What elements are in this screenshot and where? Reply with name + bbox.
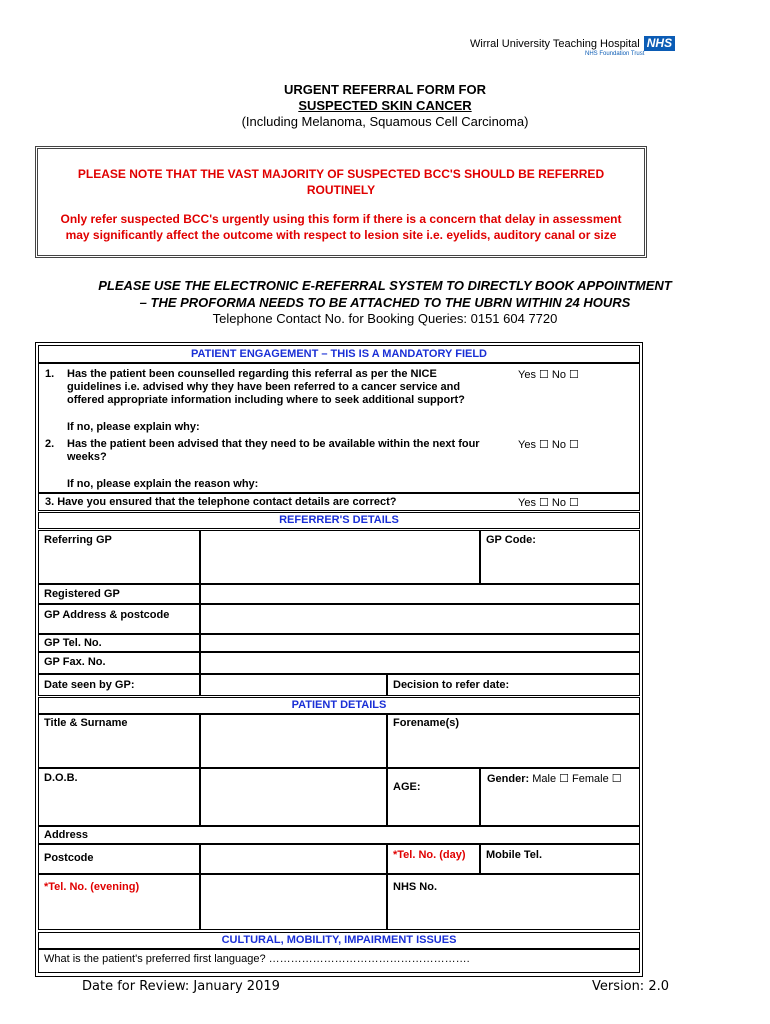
- q1-explain: If no, please explain why:: [67, 421, 200, 433]
- form-scope: (Including Melanoma, Squamous Cell Carcinoma): [241, 114, 529, 129]
- q2-number: 2.: [45, 438, 55, 450]
- address-label: Address: [44, 829, 89, 841]
- gender-field[interactable]: [487, 772, 622, 785]
- gp-fax-label: GP Fax. No.: [44, 656, 106, 668]
- note-line-1: PLEASE NOTE THAT THE VAST MAJORITY OF SUSPECTED BCC'S SHOULD BE REFERRED: [77, 167, 605, 181]
- decision-date-label: Decision to refer date:: [393, 679, 510, 691]
- note-line-2: ROUTINELY: [306, 183, 376, 197]
- postcode-label: Postcode: [44, 852, 94, 864]
- booking-phone: Telephone Contact No. for Booking Queries: 0151 604 7720: [212, 311, 558, 326]
- note-line-3: Only refer suspected BCC's urgently using this form if there is a concern that delay in assessment: [60, 212, 622, 226]
- review-date: Date for Review: January 2019: [82, 979, 280, 994]
- form-title: URGENT REFERRAL FORM FOR: [284, 82, 486, 97]
- dob-label: D.O.B.: [44, 772, 78, 784]
- tel-evening-label: *Tel. No. (evening): [44, 881, 140, 893]
- q3-text: 3. Have you ensured that the telephone contact details are correct?: [45, 496, 397, 508]
- q2-yes-no[interactable]: Yes ☐ No ☐: [518, 439, 579, 451]
- bcc-note-box: [35, 146, 647, 258]
- date-seen-label: Date seen by GP:: [44, 679, 135, 691]
- engagement-heading: PATIENT ENGAGEMENT – THIS IS A MANDATORY FIELD: [191, 348, 487, 360]
- title-surname-field[interactable]: [200, 714, 387, 768]
- gp-fax-field[interactable]: [200, 652, 640, 674]
- postcode-field[interactable]: [200, 844, 387, 874]
- ereferral-line-2: – THE PROFORMA NEEDS TO BE ATTACHED TO THE UBRN WITHIN 24 HOURS: [139, 295, 631, 310]
- dob-field[interactable]: [200, 768, 387, 826]
- gender-label: Gender:: [487, 773, 530, 785]
- referrer-heading: REFERRER'S DETAILS: [279, 514, 399, 526]
- gp-code-label: GP Code:: [486, 534, 536, 546]
- q3-yes-no[interactable]: Yes ☐ No ☐: [518, 497, 579, 509]
- gp-address-label: GP Address & postcode: [44, 609, 170, 621]
- mobile-label: Mobile Tel.: [486, 849, 543, 861]
- gp-tel-field[interactable]: [200, 634, 640, 652]
- q1-line-2: guidelines i.e. advised why they have been referred to a cancer service and: [67, 381, 461, 393]
- language-question: What is the patient's preferred first language? ……………………………………………….: [44, 953, 470, 965]
- note-line-4: may significantly affect the outcome with respect to lesion site i.e. eyelids, auditory canal or size: [65, 228, 617, 242]
- patient-heading: PATIENT DETAILS: [291, 699, 387, 711]
- q1-number: 1.: [45, 368, 55, 380]
- age-cell[interactable]: [387, 768, 480, 826]
- gp-address-field[interactable]: [200, 604, 640, 634]
- gender-options[interactable]: Male ☐ Female ☐: [529, 773, 622, 785]
- referring-gp-field[interactable]: [200, 530, 480, 584]
- q1-line-3: offered appropriate information including where to seek additional support?: [67, 394, 465, 406]
- trust-name: NHS Foundation Trust: [585, 51, 645, 57]
- hospital-logo: [470, 36, 675, 51]
- age-label: AGE:: [393, 781, 421, 793]
- registered-gp-label: Registered GP: [44, 588, 120, 600]
- q2-explain: If no, please explain the reason why:: [67, 478, 259, 490]
- tel-day-label: *Tel. No. (day): [393, 849, 466, 861]
- cultural-heading: CULTURAL, MOBILITY, IMPAIRMENT ISSUES: [221, 934, 457, 946]
- title-surname-label: Title & Surname: [44, 717, 128, 729]
- address-row[interactable]: [38, 826, 640, 844]
- ereferral-line-1: PLEASE USE THE ELECTRONIC E-REFERRAL SYSTEM TO DIRECTLY BOOK APPOINTMENT: [98, 278, 672, 293]
- q2-line-1: Has the patient been advised that they need to be available within the next four: [67, 438, 480, 450]
- version: Version: 2.0: [592, 979, 669, 994]
- referring-gp-label: Referring GP: [44, 534, 112, 546]
- nhs-logo-icon: NHS: [644, 36, 675, 51]
- forenames-label: Forename(s): [393, 717, 460, 729]
- date-seen-field[interactable]: [200, 674, 387, 696]
- q2-line-2: weeks?: [67, 451, 107, 463]
- tel-evening-field[interactable]: [200, 874, 387, 930]
- q1-yes-no[interactable]: Yes ☐ No ☐: [518, 369, 579, 381]
- registered-gp-field[interactable]: [200, 584, 640, 604]
- q1-line-1: Has the patient been counselled regarding this referral as per the NICE: [67, 368, 437, 380]
- nhs-no-label: NHS No.: [393, 881, 437, 893]
- hospital-name: Wirral University Teaching Hospital: [470, 37, 640, 50]
- gp-tel-label: GP Tel. No.: [44, 637, 102, 649]
- form-subtitle: SUSPECTED SKIN CANCER: [298, 98, 472, 113]
